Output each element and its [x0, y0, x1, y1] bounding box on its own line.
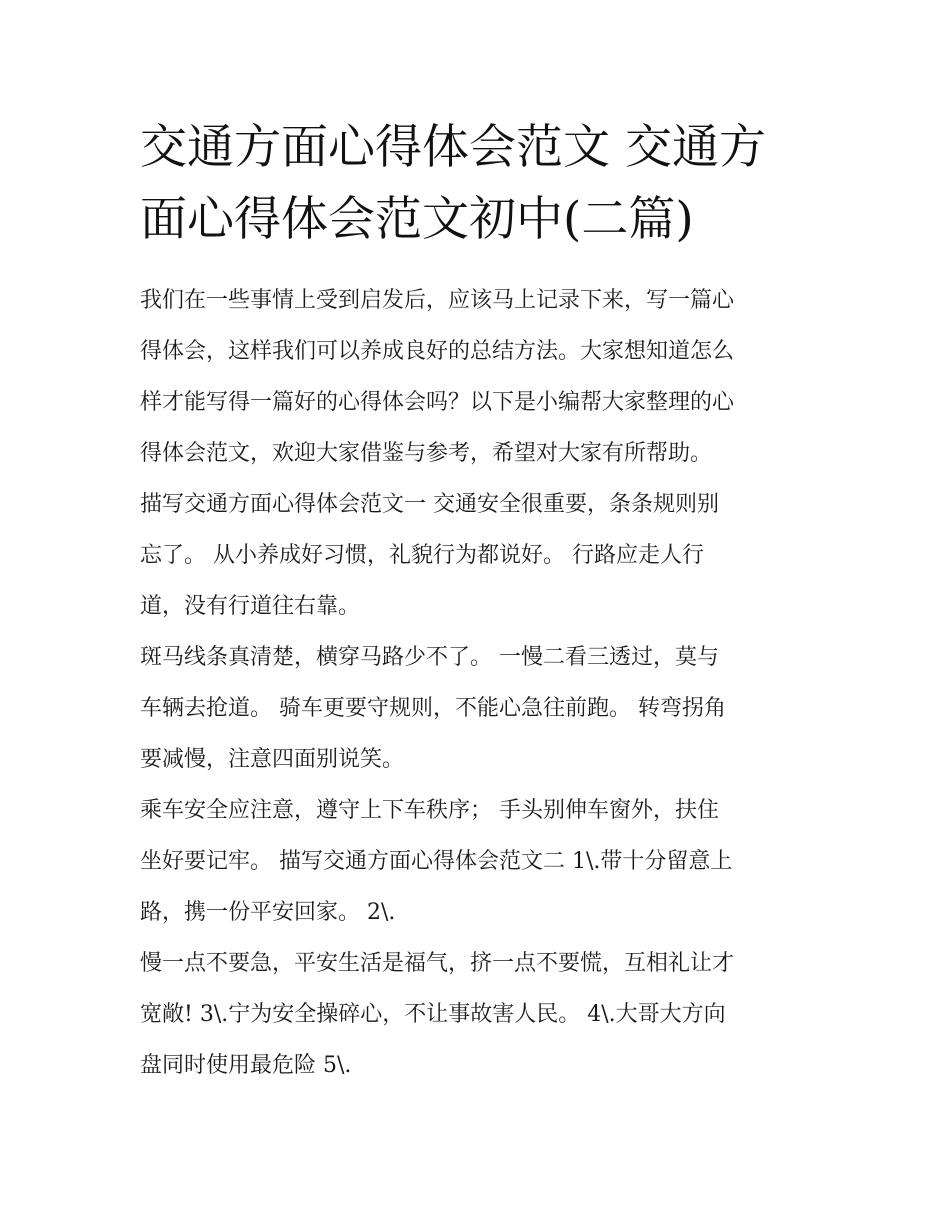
- paragraph-line: 斑马线条真清楚，横穿马路少不了。 一慢二看三透过，莫与: [140, 645, 719, 670]
- paragraph-line: 我们在一些事情上受到启发后，应该马上记录下来，写一篇心: [140, 288, 735, 313]
- document-title: [140, 112, 820, 256]
- title-line-2: 面心得体会范文初中(二篇): [140, 192, 694, 247]
- paragraph-line: 宽敞! 3\.宁为安全操碎心，不让事故害人民。 4\.大哥大方向: [140, 1002, 726, 1027]
- paragraph-line: 要减慢，注意四面别说笑。: [140, 747, 405, 772]
- paragraph-line: 车辆去抢道。 骑车更要守规则，不能心急往前跑。 转弯拐角: [140, 696, 726, 721]
- paragraph-line: 得体会，这样我们可以养成良好的总结方法。大家想知道怎么: [140, 339, 735, 364]
- paragraph-line: 盘同时使用最危险 5\.: [140, 1053, 352, 1078]
- paragraph-line: 忘了。 从小养成好习惯，礼貌行为都说好。 行路应走人行: [140, 543, 704, 568]
- paragraph-line: 慢一点不要急，平安生活是福气，挤一点不要慌，互相礼让才: [140, 951, 735, 976]
- paragraph-line: 道，没有行道往右靠。: [140, 594, 361, 619]
- paragraph-line: 样才能写得一篇好的心得体会吗？以下是小编帮大家整理的心: [140, 390, 735, 415]
- paragraph-line: 路，携一份平安回家。 2\.: [140, 900, 396, 925]
- paragraph-line: 乘车安全应注意，遵守上下车秩序； 手头别伸车窗外，扶住: [140, 798, 719, 823]
- paragraph-line: 得体会范文，欢迎大家借鉴与参考，希望对大家有所帮助。: [140, 441, 713, 466]
- title-line-1: 交通方面心得体会范文 交通方: [140, 120, 766, 175]
- paragraph-line: 描写交通方面心得体会范文一 交通安全很重要，条条规则别: [140, 492, 719, 517]
- paragraph-line: 坐好要记牢。 描写交通方面心得体会范文二 1\.带十分留意上: [140, 849, 733, 874]
